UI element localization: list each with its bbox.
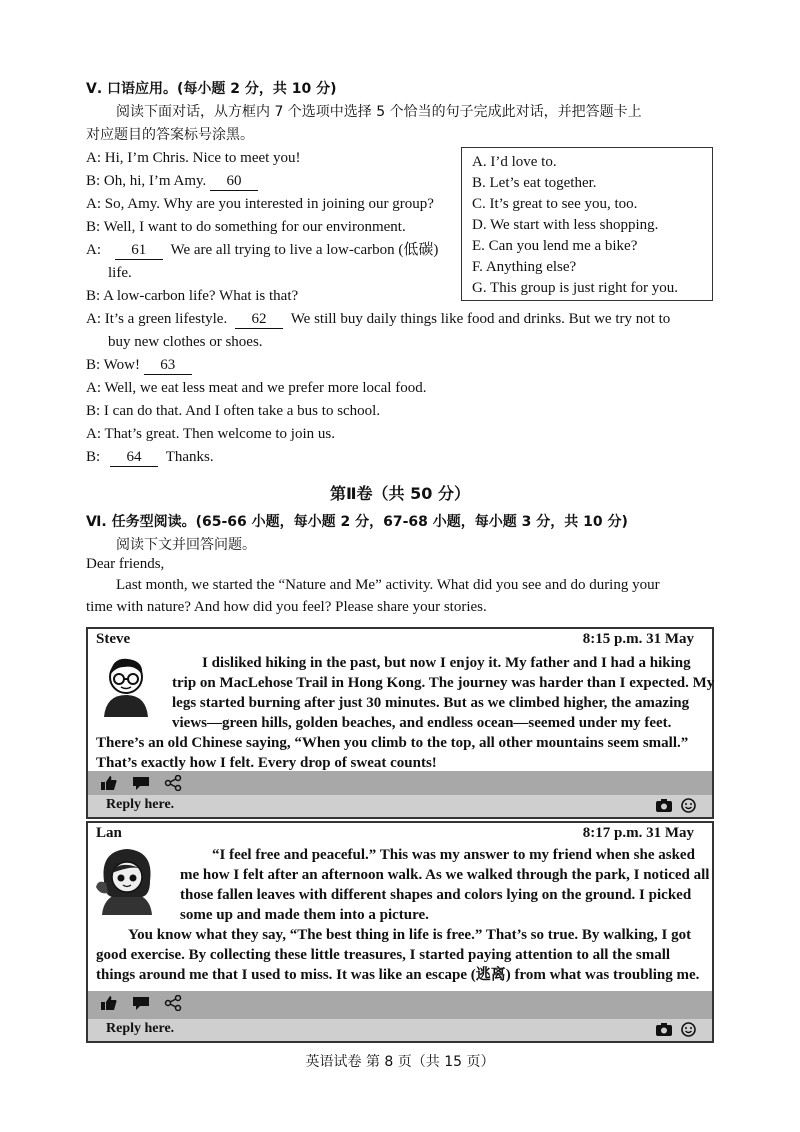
post-action-bar xyxy=(88,991,712,1021)
option-d: D. We start with less shopping. xyxy=(472,217,659,233)
dialogue-text: We still buy daily things like food and drinks. But we try not to xyxy=(290,311,671,327)
dialogue-line-3: A: So, Amy. Why are you interested in joining our group? xyxy=(86,196,434,212)
post-line: me how I felt after an afternoon walk. As we walked through the park, I noticed all xyxy=(180,867,710,883)
option-c: C. It’s great to see you, too. xyxy=(472,196,638,212)
share-icon[interactable] xyxy=(164,775,182,796)
reply-input[interactable]: Reply here. xyxy=(106,1021,175,1036)
post-body xyxy=(88,845,708,985)
post-author: Steve xyxy=(96,631,131,647)
dialogue-text: We are all trying to live a low-carbon (低碳) xyxy=(170,242,439,258)
dialogue-line-2 xyxy=(86,170,258,192)
option-b: B. Let’s eat together. xyxy=(472,175,597,191)
reply-input[interactable]: Reply here. xyxy=(106,797,175,812)
post-line: good exercise. By collecting these little treasures, I started paying attention to all the small xyxy=(96,947,671,963)
blank-61: 61 xyxy=(115,241,163,260)
option-e: E. Can you lend me a bike? xyxy=(472,238,638,254)
section-5-instruction-2: 对应题目的答案标号涂黑。 xyxy=(86,127,254,143)
share-icon[interactable] xyxy=(164,995,182,1016)
dialogue-text: A: xyxy=(86,242,101,258)
dialogue-line-7-cont: buy new clothes or shoes. xyxy=(108,334,263,350)
comment-icon[interactable] xyxy=(132,995,150,1016)
dialogue-line-8 xyxy=(86,354,192,376)
dialogue-text: A: It’s a green lifestyle. xyxy=(86,311,228,327)
blank-60: 60 xyxy=(210,172,258,191)
post-line: There’s an old Chinese saying, “When you climb to the top, all other mountains seem small.” xyxy=(96,735,689,751)
dialogue-text: B: Wow! xyxy=(86,357,140,373)
post-author: Lan xyxy=(96,825,122,841)
post-body xyxy=(88,653,715,773)
section-6-heading: Ⅵ. 任务型阅读。(65-66 小题，每小题 2 分，67-68 小题，每小题 3 分，共 10 分) xyxy=(86,514,628,530)
option-f: F. Anything else? xyxy=(472,259,577,275)
section-5-instruction-1: 阅读下面对话，从方框内 7 个选项中选择 5 个恰当的句子完成此对话，并把答题卡上 xyxy=(116,104,642,120)
option-g: G. This group is just right for you. xyxy=(472,280,678,296)
post-card-lan xyxy=(86,821,714,1043)
like-icon[interactable] xyxy=(100,775,118,796)
page-footer: 英语试卷 第 8 页（共 15 页） xyxy=(305,1054,495,1070)
post-line: views—green hills, golden beaches, and endless ocean—seemed under my feet. xyxy=(172,715,672,731)
post-line: You know what they say, “The best thing in life is free.” That’s so true. By walking, I got xyxy=(128,927,692,943)
dialogue-line-10: B: I can do that. And I often take a bus to school. xyxy=(86,403,381,419)
post-line: some up and made them into a picture. xyxy=(180,907,429,923)
dialogue-line-9: A: Well, we eat less meat and we prefer more local food. xyxy=(86,380,427,396)
post-line: things around me that I used to miss. It was like an escape (逃离) from what was troubling me. xyxy=(96,967,700,983)
post-line: “I feel free and peaceful.” This was my answer to my friend when she asked xyxy=(212,847,695,863)
emoji-icon[interactable] xyxy=(681,1022,696,1042)
letter-intro-1: Last month, we started the “Nature and Me” activity. What did you see and do during your xyxy=(116,577,660,593)
section-5-heading: Ⅴ. 口语应用。(每小题 2 分，共 10 分) xyxy=(86,81,337,97)
reply-bar[interactable] xyxy=(88,795,712,817)
emoji-icon[interactable] xyxy=(681,798,696,818)
dialogue-line-5 xyxy=(86,239,438,261)
dialogue-line-4: B: Well, I want to do something for our environment. xyxy=(86,219,406,235)
part-2-title: 第Ⅱ卷（共 50 分） xyxy=(330,484,470,503)
option-a: A. I’d love to. xyxy=(472,154,557,170)
post-line: That’s exactly how I felt. Every drop of sweat counts! xyxy=(96,755,437,771)
post-time: 8:15 p.m. 31 May xyxy=(582,631,694,647)
letter-intro-2: time with nature? And how did you feel? Please share your stories. xyxy=(86,599,487,615)
post-time: 8:17 p.m. 31 May xyxy=(582,825,694,841)
like-icon[interactable] xyxy=(100,995,118,1016)
post-line: trip on MacLehose Trail in Hong Kong. The journey was harder than I expected. My xyxy=(172,675,715,691)
section-6-instruction: 阅读下文并回答问题。 xyxy=(116,537,256,553)
blank-62: 62 xyxy=(235,310,283,329)
post-line: legs started burning after just 30 minutes. But as we climbed higher, the amazing xyxy=(172,695,690,711)
post-line: I disliked hiking in the past, but now I enjoy it. My father and I had a hiking xyxy=(202,655,691,671)
dialogue-line-6: B: A low-carbon life? What is that? xyxy=(86,288,299,304)
dialogue-line-7 xyxy=(86,308,670,330)
dialogue-text: B: xyxy=(86,449,101,465)
dialogue-line-1: A: Hi, I’m Chris. Nice to meet you! xyxy=(86,150,301,166)
camera-icon[interactable] xyxy=(655,1022,673,1042)
blank-64: 64 xyxy=(110,448,158,467)
letter-greeting: Dear friends, xyxy=(86,556,165,572)
camera-icon[interactable] xyxy=(655,798,673,818)
reply-bar[interactable] xyxy=(88,1019,712,1041)
dialogue-line-12 xyxy=(86,446,214,468)
blank-63: 63 xyxy=(144,356,192,375)
post-card-steve xyxy=(86,627,714,819)
options-box xyxy=(461,147,713,301)
dialogue-text: B: Oh, hi, I’m Amy. xyxy=(86,173,207,189)
dialogue-line-11: A: That’s great. Then welcome to join us. xyxy=(86,426,335,442)
post-line: those fallen leaves with different shapes and colors lying on the ground. I picked xyxy=(180,887,692,903)
dialogue-text: Thanks. xyxy=(165,449,214,465)
comment-icon[interactable] xyxy=(132,775,150,796)
dialogue-line-5-cont: life. xyxy=(108,265,132,281)
